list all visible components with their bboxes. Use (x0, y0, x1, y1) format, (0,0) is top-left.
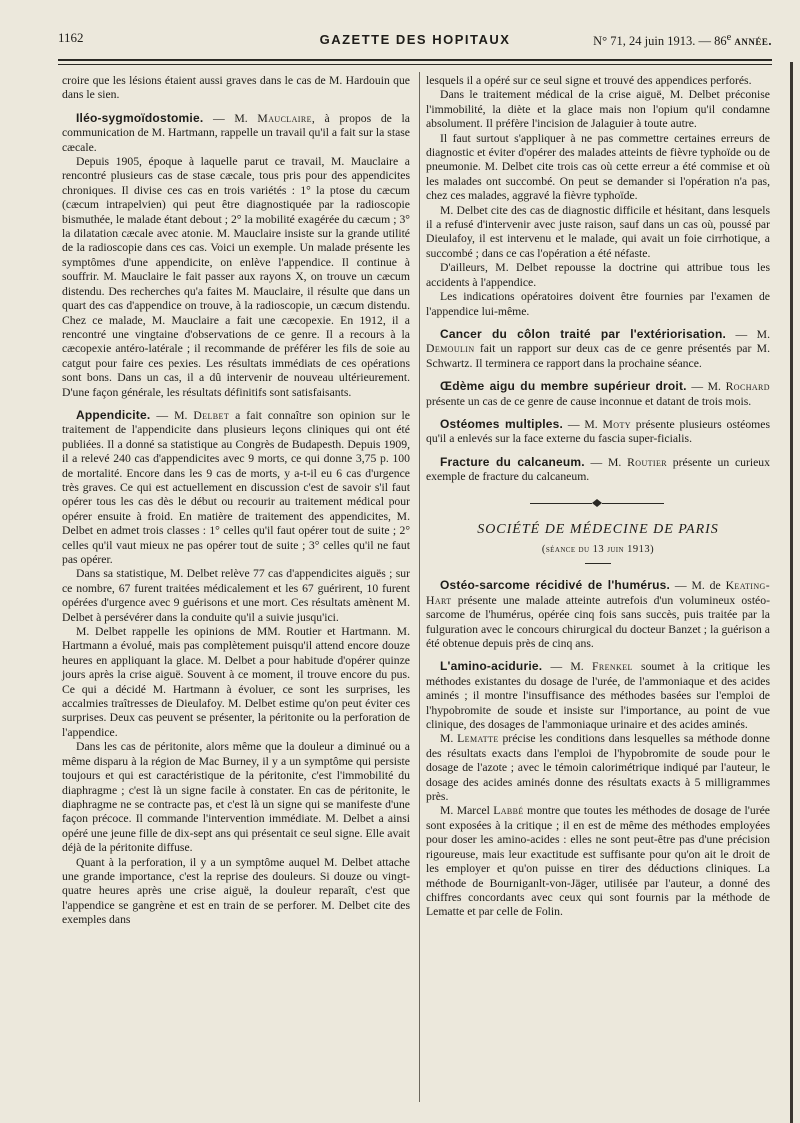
text-run: , à propos de la communication de M. Hartmann, rappelle un travail qu'il a fait sur la stase cæcale. (62, 111, 410, 154)
text-run: — M. (150, 408, 194, 422)
left-column (62, 74, 410, 928)
author-name: Routier (627, 455, 668, 469)
paragraph: Dans sa statistique, M. Delbet relève 77 cas d'appendicites aiguës ; sur ce nombre, 67 furent traitées médicalement et les 67 guérirent, 10 furent opérées d'urgence avec 9 guérisons et une mort. Ces résultats amènent M. Delbet à persévérer dans la conduite qu'il a suivie jusqu'ici. (62, 567, 410, 624)
text-run: M. Marcel (440, 804, 494, 818)
section-heading: L'amino-acidurie. (440, 659, 543, 674)
text-run: — M. (726, 327, 770, 341)
author-name: Labbé (493, 804, 524, 818)
section-heading: Iléo-sygmoïdostomie. (76, 110, 204, 125)
author-name: Frenkel (591, 660, 633, 674)
text-run: — M. (686, 380, 726, 394)
text-run: fait un rapport sur deux cas de ce genre présentés par M. Schwartz. Il terminera ce rapport dans la prochaine séance. (426, 342, 770, 370)
text-run: juin (607, 543, 624, 555)
paragraph: Depuis 1905, époque à laquelle parut ce travail, M. Mauclaire a rencontré plusieurs cas de stase cæcale, tous pris pour des appendicites chroniques. Il divise ces cas en trois variétés : 1° la ptose du cæcum (cæcum intrapelvien) qui peut être diagnostiquée par la radioscopie bismuthée, le malade étant debout ; 2° la mobilité exagérée du cæcum ; 3° la dilatation cæcale avec atonie. M. Mauclaire insiste sur la grande utilité de la radioscopie dans ces cas. Voici un exemple. Un malade présente les symptômes d'une appendicite, on enlève l'appendice. Il continue à souffrir. M. Mauclaire le fait passer aux rayons X, on trouve un cæcum distendu. Des recherches qu'a faites M. Mauclaire, il résulte que dans un quart des cas d'appendice on trouve, à la radioscopie, un cæcum distendu. Chez ce malade, M. Mauclaire a fait une cæcopexie. En 1912, il a rencontré une vingtaine d'observations de ce genre. Il a recours à la cæcopexie antéro-latérale ; il recommande de préférer les fils de soie au catgut pour faire ces pexies. Les résultats immédiats de ces opérations sont bons. Dans un cas, il a dû intervenir de nouveau ultérieurement. D'une façon générale, les résultats définitifs sont satisfaisants. (62, 155, 410, 399)
text-run: — M. (542, 660, 592, 674)
ornament-line-right (602, 503, 664, 504)
text-run: précise les conditions dans lesquelles sa méthode donne des résultats exacts dans l'emploi de l'hypobromite de soude pour le dosage de l'azote ; avec le témoin calorimétrique indiqué par l'auteur, le dosage des acides aminés donne des résultats exacts à 5 milligrammes près. (426, 732, 770, 804)
issue-number-date: N° 71, 24 juin 1913. — 86 (593, 34, 727, 49)
paragraph: Il faut surtout s'appliquer à ne pas commettre certaines erreurs de diagnostic et éviter d'opérer des malades atteints de fièvre typhoïde ou de pneumonie. M. Delbet cite trois cas où cette erreur a été commise et où les malades ont succombé. On peut se demander si l'opération n'a pas, chez ces malades, aggravé la fièvre typhoïde. (426, 131, 770, 203)
seance-date (426, 543, 770, 557)
paragraph: Les indications opératoires doivent être fournies par l'examen de l'appendice lui-même. (426, 290, 770, 318)
author-name: Demoulin (426, 342, 475, 356)
section-colon (426, 327, 770, 371)
paragraph: Quant à la perforation, il y a un symptôme auquel M. Delbet attache une grande importance, c'est la reprise des douleurs. Si douze ou vingt-quatre heures après une crise aiguë, la douleur reparaît, c'est que l'appendice se gangrène et est en train de se perforer. M. Delbet cite des exemples dans (62, 855, 410, 927)
section-ileo (62, 111, 410, 155)
section-fracture (426, 455, 770, 485)
short-rule (585, 563, 611, 564)
paragraph: M. Delbet cite des cas de diagnostic difficile et hésitant, dans lesquels il a refusé d'intervenir avec juste raison, sauf dans un cas où, poussé par Dieulafoy, il est intervenu et le malade, qui avait un foie cirrhotique, a succombé ; dans ce cas l'opération a été néfaste. (426, 203, 770, 260)
ornament-line-left (530, 503, 592, 504)
paragraph: Dans le traitement médical de la crise aiguë, M. Delbet préconise l'immobilité, la diète et la glace mais non l'opium qu'il condamne absolument. Il préfère l'incision de Jalaguier à toute autre. (426, 88, 770, 131)
text-run: 13 (589, 543, 608, 555)
page-number: 1162 (58, 30, 84, 45)
paragraph: M. Delbet rappelle les opinions de MM. Routier et Hartmann. M. Hartmann a évolué, mais pas complètement puisqu'il attend encore douze heures en appliquant la glace. M. Delbet a pour habitude d'opérer quinze jours après la crise aiguë. Souvent à ce moment, il trouve encore du pus. Ce qui a décidé M. Hartmann à évoluer, ce sont les surprises, les accalmies traîtresses de Dieulafoy. M. Delbet estime qu'on peut éviter ces surprises. Deux cas peuvent se présenter, la péritonite ou la perforation de l'appendice. (62, 625, 410, 739)
section-heading: Appendicite. (76, 407, 151, 422)
text-run: a fait connaître son opinion sur le traitement de l'appendicite dans plusieurs leçons cliniques qui ont été publiées. Il a donné sa statistique au Congrès de Budapesth. Depuis 1909, il a relevé 240 cas d'appendicites avec 9 morts, ce qui donne 3,75 p. 100 de mortalité. Encore dans les 9 cas de morts, y a-t-il eu 6 cas d'urgence très graves. Ce qui est actuellement en discussion c'est de savoir s'il faut opérer tous les cas dès le début ou recourir au traitement médical pour opérer ensuite à froid. En matière de traitement des appendicites, M. Delbet en admet trois classes : 1° celles qu'il faut opérer tout de suite ; 2° celles qu'il vaut mieux ne pas opérer tout de suite ; 3° celles qu'il ne faut pas opérer. (62, 408, 410, 566)
text-run: présente une malade atteinte autrefois d'un volumineux ostéo-sarcome de l'humérus, opérée cinq fois sans succès, puis traitée par la fulguration avec le concours chirurgical du docteur Banzet ; la guérison a été obtenue depuis près de cinq ans. (426, 593, 770, 650)
author-name: Lematte (457, 732, 499, 746)
header-rule-thin (58, 64, 772, 65)
section-heading: Fracture du calcaneum. (440, 454, 585, 469)
page-header (58, 26, 772, 56)
section-appendicite (62, 408, 410, 567)
section-oedeme (426, 379, 770, 409)
text-run: — M. (563, 417, 603, 431)
author-name: Moty (602, 417, 631, 431)
paragraph (426, 732, 770, 804)
author-name: Keating-Hart (426, 579, 770, 607)
paragraph: lesquels il a opéré sur ce seul signe et trouvé des appendices perforés. (426, 74, 752, 87)
paragraph: croire que les lésions étaient aussi graves dans le cas de M. Hardouin que dans le sien. (62, 74, 410, 102)
issue-annee: année. (734, 34, 772, 49)
author-name: Delbet (193, 408, 230, 422)
text-run: — M. (203, 111, 258, 125)
text-run: M. (440, 732, 458, 746)
text-run: ( (541, 543, 546, 555)
author-name: Rochard (725, 380, 770, 394)
right-column (426, 74, 770, 920)
section-heading: Ostéo-sarcome récidivé de l'humérus. (440, 578, 671, 593)
text-run: présente un curieux exemple de fracture du calcaneum. (426, 455, 770, 484)
diamond-ornament-icon (592, 499, 602, 507)
text-run: présente plusieurs ostéomes qu'il a enlevés sur la face externe du fascia super-ficialis. (426, 417, 770, 446)
issue-info (593, 32, 772, 49)
journal-title: GAZETTE DES HOPITAUX (319, 32, 511, 47)
section-osteomes (426, 417, 770, 447)
text-run: montre que toutes les méthodes de dosage de l'urée sont exposées à la critique ; il en est de même des méthodes employées pour doser les amino-acides : elles ne sont peut-être pas d'une précision rigoureuse, mais leur exactitude est suffisante pour qu'on ait le droit de les employer et qu'on puisse en tirer des déductions cliniques. La méthode de Bourniganlt-von-Jäger, utilisée par l'auteur, a donné des chiffres concordants avec ceux qui sont fournis par la méthode de Lematte et par celle de Folin. (426, 804, 770, 919)
society-title: SOCIÉTÉ DE MÉDECINE DE PARIS (477, 521, 719, 537)
issue-sup: e (726, 32, 732, 43)
text-run: séance du (545, 543, 590, 555)
header-rule-thick (58, 59, 772, 61)
section-osteo-sarcome (426, 578, 770, 651)
section-heading: Œdème aigu du membre supérieur droit. (440, 379, 687, 394)
text-run: présente un cas de ce genre de cause inconnue et datant de trois mois. (426, 394, 752, 408)
section-heading: Ostéomes multiples. (440, 416, 564, 431)
paragraph: Dans les cas de péritonite, alors même que la douleur a diminué ou a même disparu à la région de Mac Burney, il y a un symptôme qui persiste toujours et qui est caractéristique de la péritonite, c'est l'immobilité du diaphragme ; c'est là un signe facile à constater. En cas de péritonite, le diaphragme ne se contracte pas, et c'est là un signe qui se manifeste d'une façon précoce. Il commande l'intervention immédiate. M. Delbet a ainsi opéré une jeune fille de dix-sept ans qui présentait ce seul signe. Elle avait déjà de la péritonite diffuse. (62, 740, 410, 855)
section-amino (426, 659, 770, 732)
column-divider (419, 72, 420, 1102)
section-ornament (426, 499, 770, 509)
text-run: soumet à la critique les méthodes existantes du dosage de l'urée, de l'ammoniaque et des acides aminés ; il montre l'insuffisance des méthodes basées sur l'emploi de l'hypobromite de soude et insiste sur l'importance, au point de vue clinique, des dosages de l'ammoniaque urinaire et des acides aminés. (426, 660, 770, 732)
paragraph: D'ailleurs, M. Delbet repousse la doctrine qui attribue tous les accidents à l'appendice. (426, 261, 770, 289)
page-edge (790, 62, 793, 1123)
text-run: 1913) (623, 543, 655, 555)
paragraph (426, 804, 770, 919)
section-heading: Cancer du côlon traité par l'extériorisation. (440, 326, 727, 341)
text-run: — M. (584, 455, 628, 469)
text-run: — M. de (670, 579, 726, 593)
author-name: Mauclaire (257, 111, 312, 125)
